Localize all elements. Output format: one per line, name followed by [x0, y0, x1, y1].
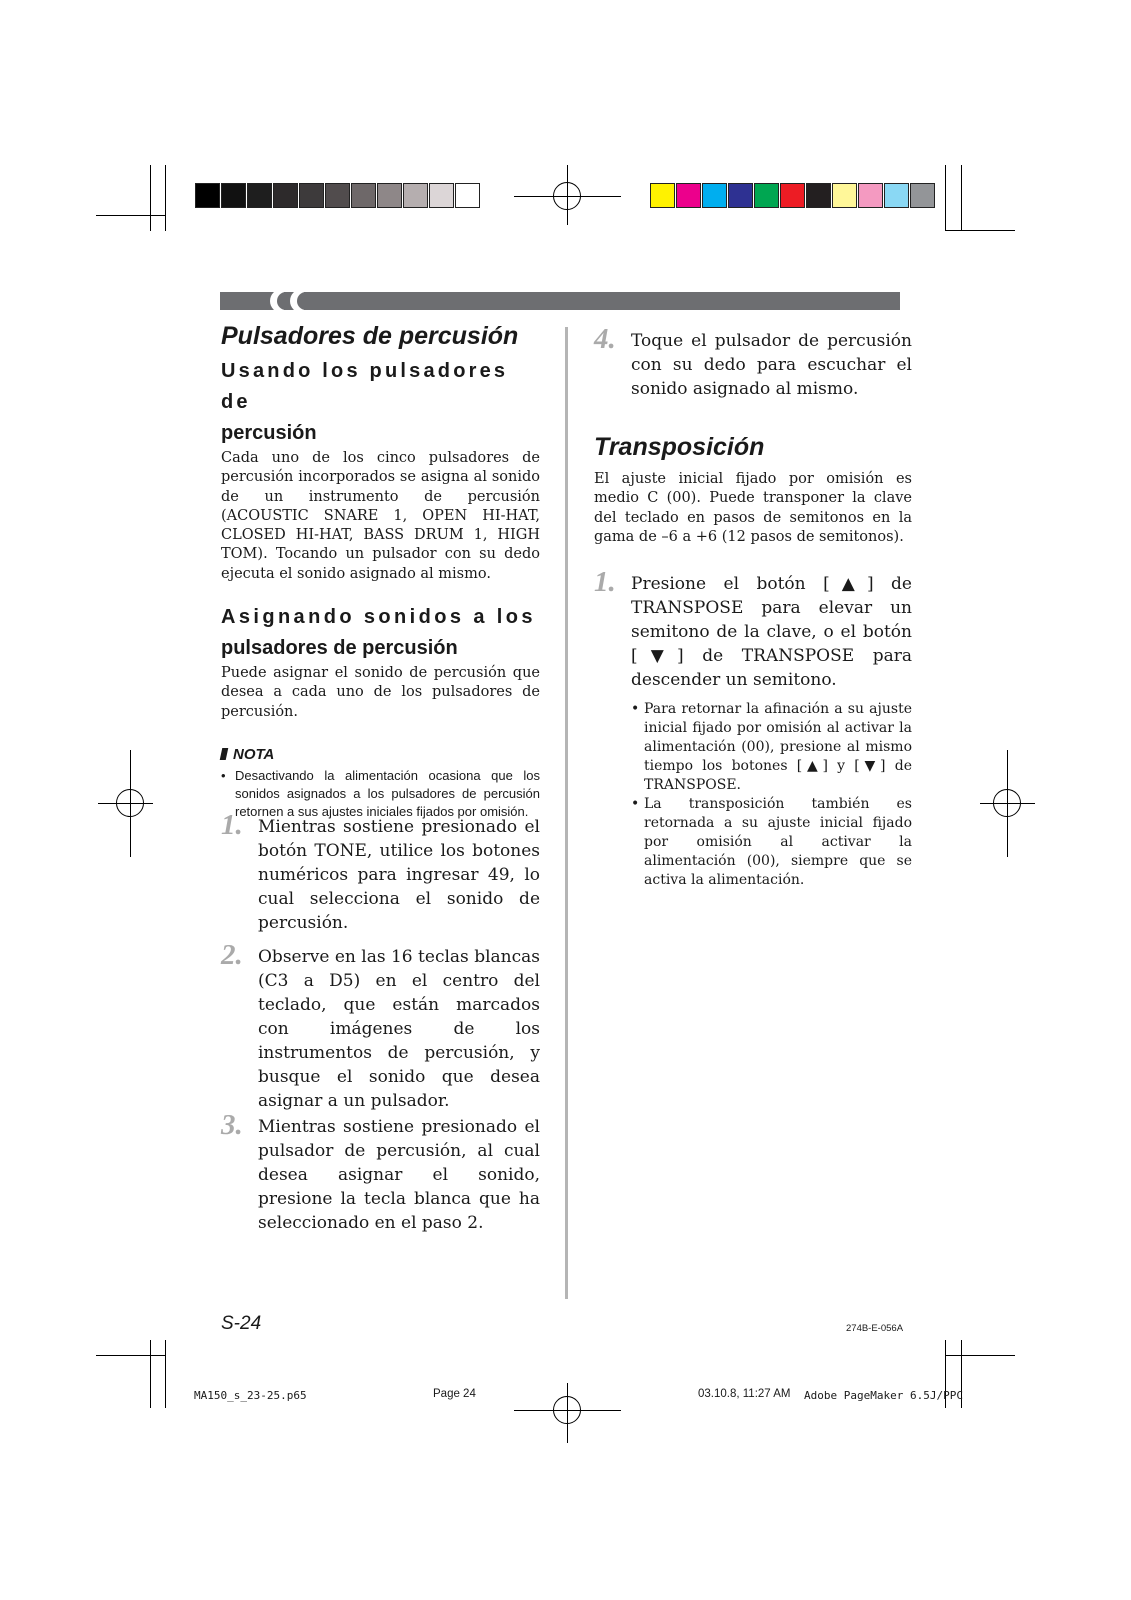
gray-swatch — [299, 183, 324, 208]
color-swatch — [650, 183, 675, 208]
list-item: • Para retornar la afinación a su ajuste inicial fijado por omisión al activar la alimentación (00), presione al mismo tiempo los botones [▲] y [▼] de TRANSPOSE. — [631, 701, 912, 793]
step-text: Presione el botón [▲] de TRANSPOSE para elevar un semitono de la clave, o el botón [▼] de TRANSPOSE para descender un semitono. — [631, 574, 912, 690]
color-swatch — [910, 183, 935, 208]
slug-application: Adobe PageMaker 6.5J/PPC — [804, 1389, 963, 1402]
gray-swatch — [247, 183, 272, 208]
gray-swatch — [195, 183, 220, 208]
column-divider — [565, 327, 568, 1299]
subheading-usando: Usando los pulsadores de percusión — [221, 360, 509, 444]
color-swatch — [832, 183, 857, 208]
left-step-2 — [221, 939, 540, 1113]
left-step-3 — [221, 1109, 540, 1235]
page-number: S-24 — [221, 1313, 262, 1334]
assign-paragraph: Puede asignar el sonido de percusión que desea a cada uno de los pulsadores de percusión. — [221, 665, 540, 720]
note-icon — [220, 748, 229, 760]
gray-swatch — [429, 183, 454, 208]
gray-swatch — [221, 183, 246, 208]
gray-swatch — [403, 183, 428, 208]
step-number: 2. — [221, 939, 243, 971]
step-text: Mientras sostiene presionado el pulsador de percusión, al cual desea asignar el sonido, presione la tecla blanca que ha seleccionado en el paso 2. — [258, 1117, 540, 1233]
right-step-1 — [594, 566, 912, 890]
step-text: Mientras sostiene presionado el botón TONE, utilice los botones numéricos para ingresar 49, lo cual selecciona el sonido de percusión. — [258, 817, 540, 933]
section-title: Transposición — [594, 433, 765, 461]
color-swatch — [884, 183, 909, 208]
color-swatch — [676, 183, 701, 208]
step-number: 4. — [594, 323, 616, 355]
transpose-bullets — [631, 700, 912, 890]
subheading-asignando: Asignando sonidos a los pulsadores de percusión — [221, 606, 536, 660]
gray-swatch — [325, 183, 350, 208]
nota-title: NOTA — [233, 745, 275, 763]
transpose-paragraph: El ajuste inicial fijado por omisión es medio C (00). Puede transponer la clave del teclado en pasos de semitonos en la gama de –6 a +6 (12 pasos de semitonos). — [594, 471, 912, 545]
document-code: 274B-E-056A — [846, 1323, 904, 1334]
color-swatch — [780, 183, 805, 208]
transposicion-section — [594, 433, 912, 547]
color-swatch — [728, 183, 753, 208]
step-text: Toque el pulsador de percusión con su dedo para escuchar el sonido asignado al mismo. — [631, 331, 912, 399]
left-step-1 — [221, 809, 540, 935]
slug-filename: MA150_s_23-25.p65 — [194, 1389, 307, 1402]
section-title: Pulsadores de percusión — [221, 322, 519, 350]
right-step-4 — [594, 323, 912, 401]
step-text: Observe en las 16 teclas blancas (C3 a D5) en el centro del teclado, que están marcados con imágenes de los instrumentos de percusión, y busque el sonido que desea asignar a un pulsador. — [258, 947, 540, 1111]
slug-timestamp: 03.10.8, 11:27 AM — [698, 1388, 791, 1400]
slug-page: Page 24 — [433, 1388, 476, 1400]
nota-bullet: • — [221, 767, 226, 783]
gray-swatch — [377, 183, 402, 208]
color-swatch — [702, 183, 727, 208]
color-swatch — [754, 183, 779, 208]
intro-paragraph: Cada uno de los cinco pulsadores de percusión incorporados se asigna al sonido de un instrumento de percusión (ACOUSTIC SNARE 1, OPEN HI-HAT, CLOSED HI-HAT, BASS DRUM 1, HIGH TOM). Tocando un pulsador con su dedo ejecuta el sonido asignado al mismo. — [221, 450, 540, 582]
step-number: 1. — [221, 809, 243, 841]
color-swatch — [858, 183, 883, 208]
gray-swatch — [351, 183, 376, 208]
list-item: • La transposición también es retornada a su ajuste inicial fijado por omisión al activar la alimentación (00), siempre que se activa la alimentación. — [631, 796, 912, 888]
step-number: 1. — [594, 566, 616, 598]
step-number: 3. — [221, 1109, 243, 1141]
left-column — [221, 322, 540, 821]
nota-text: Desactivando la alimentación ocasiona que los sonidos asignados a los pulsadores de percusión retornen a sus ajustes iniciales fijados por omisión. — [235, 767, 540, 819]
gray-swatch — [273, 183, 298, 208]
nota-block — [221, 746, 540, 821]
color-swatch — [806, 183, 831, 208]
gray-swatch — [455, 183, 480, 208]
